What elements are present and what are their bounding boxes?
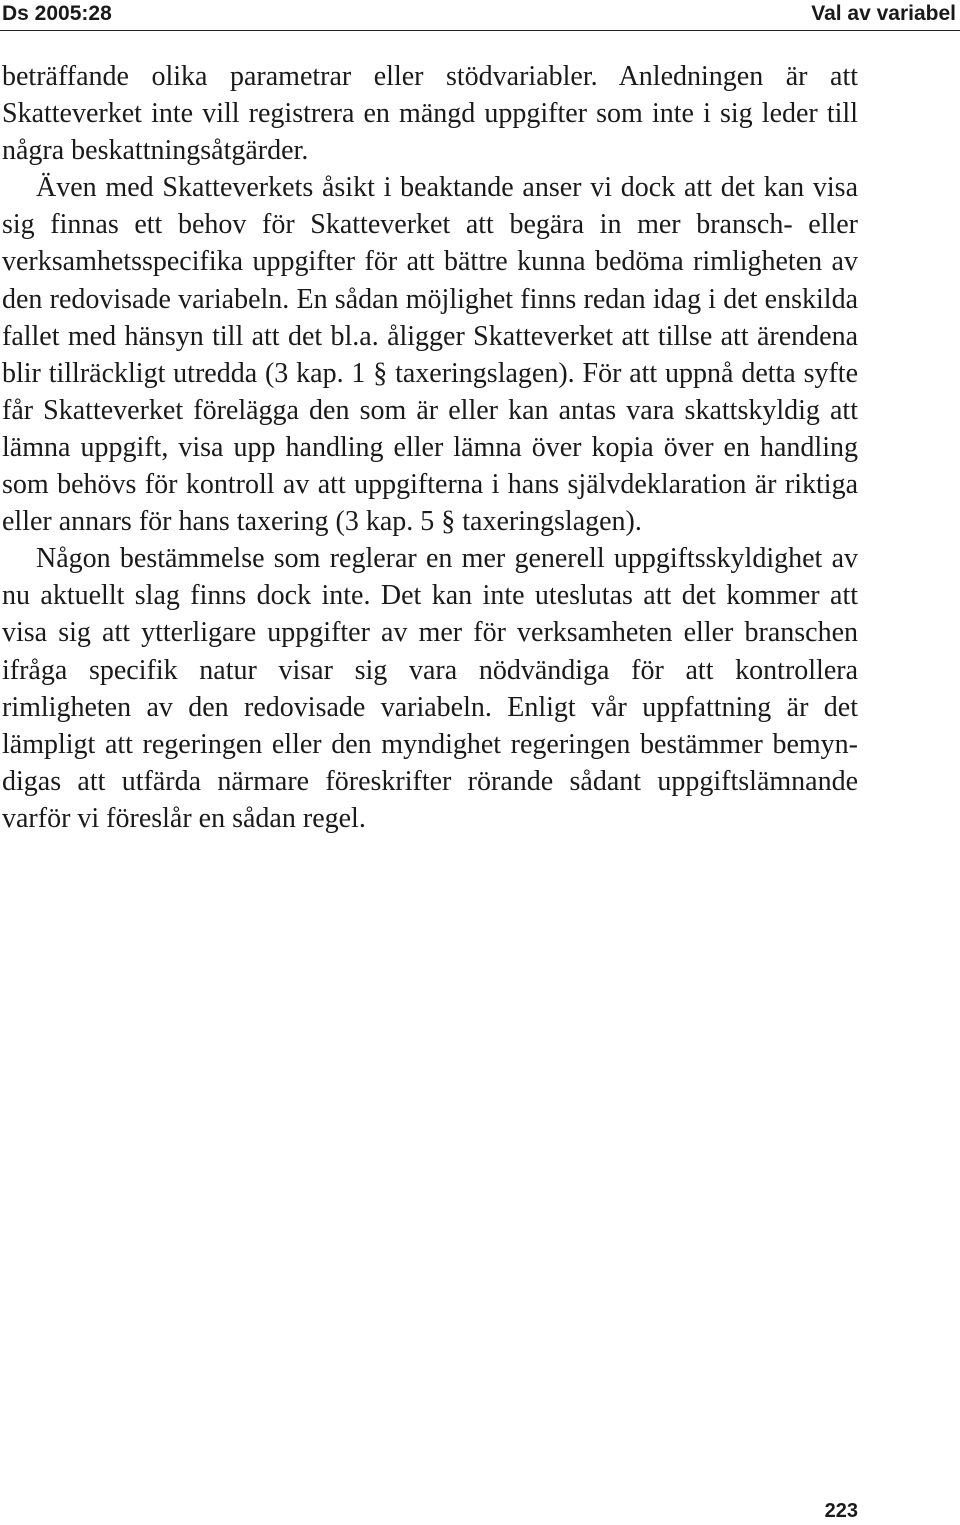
paragraph: Även med Skatteverkets åsikt i beaktande anser vi dock att det kan visa sig finnas ett behov för Skatteverket att begära in mer bransch- eller verksamhetsspecifika uppgifter för att bättre kunna bedöma rimligheten av den redovisade variabeln. En sådan möjlighet finns redan idag i det enskilda fallet med hänsyn till att det bl.a. åligger Skatteverket att tillse att ärendena blir tillräckligt utredda (3 kap. 1 § taxeringslagen). För att uppnå detta syfte får Skatteverket förelägga den som är eller kan antas vara skattskyldig att lämna uppgift, visa upp handling eller lämna över kopia över en handling som behövs för kontroll av att uppgifterna i hans självdeklaration är riktiga eller annars för hans taxering (3 kap. 5 § taxeringslagen). <box>2 172 858 538</box>
body-text <box>2 58 858 837</box>
section-title: Val av variabel <box>811 2 956 25</box>
running-header <box>0 0 960 31</box>
page-number: 223 <box>824 1500 858 1522</box>
paragraph: Någon bestämmelse som reglerar en mer generell uppgiftsskyldighet av nu aktuellt slag finns dock inte. Det kan inte uteslutas att det kommer att visa sig att ytterligare uppgifter av mer för verksamheten eller branschen ifråga specifik natur visar sig vara nödvändiga för att kontrollera rimligheten av den redovisade variabeln. Enligt vår uppfattning är det lämpligt att regeringen eller den myndighet regeringen bestämmer bemyndigas att utfärda närmare föreskrifter rörande sådant uppgiftslämnande varför vi föreslår en sådan regel. <box>2 543 858 834</box>
document-reference: Ds 2005:28 <box>2 2 112 25</box>
paragraph-continuation: beträffande olika parametrar eller stödvariabler. Anledningen är att Skatteverket inte vill registrera en mängd uppgifter som inte i sig leder till några beskattningsåtgärder. <box>2 61 858 167</box>
